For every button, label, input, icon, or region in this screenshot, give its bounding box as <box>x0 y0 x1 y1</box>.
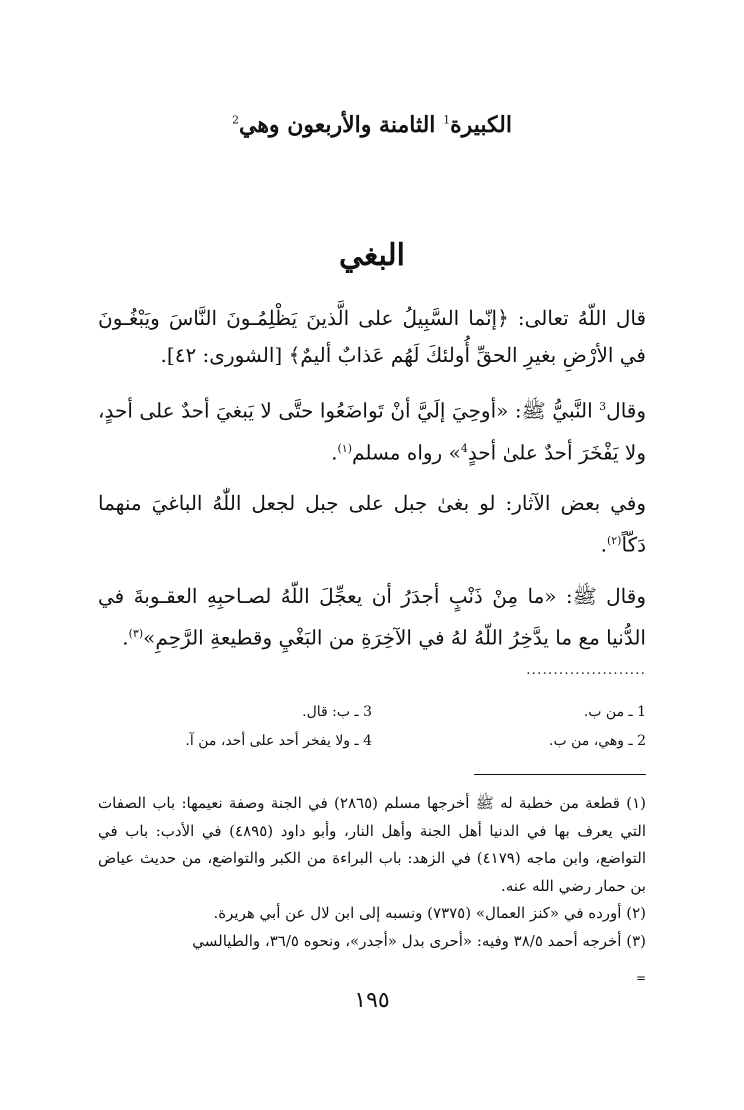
footnote-divider <box>474 774 646 775</box>
variant-note: 4 ـ ولا يفخر أحد على أحد، من آ. <box>185 733 372 749</box>
variants-row-1 <box>98 698 646 727</box>
dotted-separator: ...................... <box>526 662 646 678</box>
variants-row-2 <box>98 727 646 756</box>
footnote-ref-1: (١) <box>337 441 353 455</box>
paragraph-athar <box>98 485 646 564</box>
para2-text-d: . <box>331 440 338 465</box>
section-title: البغي <box>338 238 405 273</box>
heading-note-1: 1 <box>443 113 451 127</box>
footnotes <box>98 790 646 955</box>
page-number: ١٩٥ <box>354 988 390 1013</box>
heading-note-2: 2 <box>231 113 239 127</box>
footnote-1: (١) قطعة من خطبة له ﷺ أخرجها مسلم (٢٨٦٥) في الجنة وصفة نعيمها: باب الصفات التي يعرف بها في الدنيا أهل الجنة وأهل النار، وأبو داود (٤٨٩٥) في الأدب: باب في التواضع، وابن ماجه (٤١٧٩) في الزهد: باب البراءة من الكبر والتواضع، من حديث عياض بن حمار رضي الله عنه. <box>98 794 647 895</box>
variant-note: 2 ـ وهي، من ب. <box>549 733 646 749</box>
variant-note-3: 3 <box>599 400 607 413</box>
para2-text-a: وقال <box>606 398 646 423</box>
variant-note: 1 ـ من ب. <box>583 704 646 720</box>
main-text <box>98 300 646 671</box>
variant-note-4: 4 <box>460 441 468 455</box>
footnote-continuation-mark: = <box>635 971 646 985</box>
footnote-ref-3: (٣) <box>128 626 144 640</box>
heading-part-2: الثامنة والأربعون وهي <box>238 112 444 138</box>
footnote-2: (٢) أورده في «كنز العمال» (٧٣٧٥) ونسبه إلى ابن لال عن أبي هريرة. <box>213 904 646 922</box>
manuscript-variants <box>98 698 646 756</box>
chapter-heading <box>0 112 744 138</box>
paragraph-quran: قال اللّهُ تعالى: ﴿إنّما السَّبِيلُ على الَّذينَ يَظْلِمُـونَ النَّاسَ ويَبْغُـونَ في الأرْضِ بغيرِ الحقِّ أُولئكَ لَهُم عَذابٌ أليمٌ﴾ [الشورى: ٤٢]. <box>98 306 646 367</box>
para4-text-b: . <box>122 625 129 650</box>
heading-part-1: الكبيرة <box>450 112 512 138</box>
paragraph-hadith-2 <box>98 578 646 657</box>
footnote-3: (٣) أخرجه أحمد ٣٨/٥ وفيه: «أحرى بدل «أجدر»، ونحوه ٣٦/٥، والطيالسي <box>192 931 646 950</box>
variant-note: 3 ـ ب: قال. <box>302 704 372 720</box>
para2-text-b: النَّبيُّ ﷺ: «أوحِيَ إلَيَّ أنْ تَواضَعُوا حتَّى لا يَبغيَ أحدٌ على أحدٍ، ولا يَفْخَرَ أحدٌ علىٰ أحدٍ <box>98 398 646 465</box>
para3-text-b: . <box>600 532 607 557</box>
para3-text-a: وفي بعض الآثار: لو بغىٰ جبل على جبل لجعل اللّٰهُ الباغيَ منهما دَكّاً <box>98 491 646 557</box>
paragraph-hadith-1 <box>98 388 646 471</box>
para4-text-a: وقال ﷺ: «ما مِنْ ذَنْبٍ أجدَرُ أن يعجِّلَ اللّهُ لصـاحبِهِ العقـوبةَ في الدُّنيا مع ما يدَّخِرُ اللّهُ لهُ في الآخِرَةِ من البَغْيِ وقطيعةِ الرَّحِمِ» <box>98 583 646 650</box>
para2-text-c: » رواه مسلم <box>352 440 461 465</box>
footnote-ref-2: (٢) <box>606 534 622 548</box>
